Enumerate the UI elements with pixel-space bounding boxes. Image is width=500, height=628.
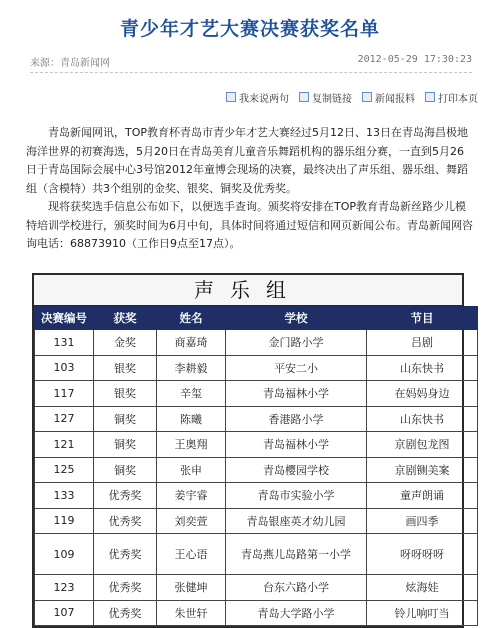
cell-program: 山东快书 bbox=[367, 406, 478, 432]
cell-award: 银奖 bbox=[94, 355, 157, 381]
header-program: 节目 bbox=[367, 307, 478, 330]
cell-number: 107 bbox=[35, 600, 94, 626]
comment-icon bbox=[226, 92, 236, 102]
cell-award: 优秀奖 bbox=[94, 508, 157, 534]
cell-name: 商嘉琦 bbox=[157, 330, 226, 356]
cell-name: 张申 bbox=[157, 457, 226, 483]
copy-link-label: 复制链接 bbox=[312, 93, 352, 105]
cell-program: 在妈妈身边 bbox=[367, 381, 478, 407]
article-paragraph-1: 青岛新闻网讯，TOP教育杯青岛市青少年才艺大赛经过5月12日、13日在青岛海昌极地海洋世界的初赛海选，5月20日在青岛美育儿童音乐舞蹈机构的器乐组分赛，一直到5月26日于青岛国际会展中心3号馆2012年童博会现场的决赛，最终决出了声乐组、器乐组、舞蹈组（含模特）共3个组别的金奖、银奖、铜奖及优秀奖。 bbox=[26, 126, 469, 195]
cell-number: 131 bbox=[35, 330, 94, 356]
cell-program: 呀呀呀呀 bbox=[367, 534, 478, 575]
cell-award: 优秀奖 bbox=[94, 600, 157, 626]
report-icon bbox=[362, 92, 372, 102]
cell-award: 铜奖 bbox=[94, 457, 157, 483]
cell-award: 铜奖 bbox=[94, 432, 157, 458]
cell-number: 117 bbox=[35, 381, 94, 407]
cell-name: 王奥翔 bbox=[157, 432, 226, 458]
table-row bbox=[35, 457, 478, 483]
cell-number: 121 bbox=[35, 432, 94, 458]
article-source: 来源：青岛新闻网 bbox=[30, 58, 110, 69]
cell-program: 山东快书 bbox=[367, 355, 478, 381]
article-body bbox=[26, 124, 474, 254]
cell-school: 台东六路小学 bbox=[226, 575, 367, 601]
comment-button[interactable] bbox=[226, 90, 289, 104]
table-row bbox=[35, 600, 478, 626]
cell-name: 姜宇睿 bbox=[157, 483, 226, 509]
cell-name: 李耕毅 bbox=[157, 355, 226, 381]
cell-program: 京剧铡美案 bbox=[367, 457, 478, 483]
cell-number: 103 bbox=[35, 355, 94, 381]
article-toolbar bbox=[226, 90, 478, 104]
print-label: 打印本页 bbox=[438, 93, 478, 105]
article-title: 青少年才艺大赛决赛获奖名单 bbox=[119, 18, 380, 40]
article-meta bbox=[30, 54, 472, 70]
cell-program: 画四季 bbox=[367, 508, 478, 534]
cell-school: 平安二小 bbox=[226, 355, 367, 381]
cell-school: 青岛燕儿岛路第一小学 bbox=[226, 534, 367, 575]
table-row bbox=[35, 508, 478, 534]
header-name: 姓名 bbox=[157, 307, 226, 330]
copy-link-button[interactable] bbox=[299, 90, 352, 104]
award-table bbox=[32, 273, 464, 628]
cell-program: 童声朗诵 bbox=[367, 483, 478, 509]
cell-award: 铜奖 bbox=[94, 406, 157, 432]
cell-school: 金门路小学 bbox=[226, 330, 367, 356]
cell-name: 王心语 bbox=[157, 534, 226, 575]
table-row bbox=[35, 381, 478, 407]
cell-name: 朱世轩 bbox=[157, 600, 226, 626]
meta-divider bbox=[30, 72, 472, 73]
header-school: 学校 bbox=[226, 307, 367, 330]
cell-award: 优秀奖 bbox=[94, 483, 157, 509]
news-report-button[interactable] bbox=[362, 90, 415, 104]
cell-program: 炫海娃 bbox=[367, 575, 478, 601]
article-paragraph-2: 现将获奖选手信息公布如下，以便选手查询。颁奖将安排在TOP教育青岛新丝路少儿模特培训学校进行，颁奖时间为6月中旬，具体时间将通过短信和网页新闻公布。青岛新闻网咨询电话：68873910（工作日9点至17点）。 bbox=[26, 200, 473, 250]
cell-school: 青岛福林小学 bbox=[226, 432, 367, 458]
comment-label: 我来说两句 bbox=[239, 93, 289, 105]
cell-school: 青岛市实验小学 bbox=[226, 483, 367, 509]
cell-number: 109 bbox=[35, 534, 94, 575]
table-row bbox=[35, 432, 478, 458]
header-number: 决赛编号 bbox=[35, 307, 94, 330]
cell-number: 125 bbox=[35, 457, 94, 483]
print-icon bbox=[425, 92, 435, 102]
cell-name: 张健坤 bbox=[157, 575, 226, 601]
table-row bbox=[35, 330, 478, 356]
table-header-row bbox=[35, 307, 478, 330]
cell-name: 陈曦 bbox=[157, 406, 226, 432]
cell-school: 青岛樱园学校 bbox=[226, 457, 367, 483]
cell-number: 133 bbox=[35, 483, 94, 509]
cell-award: 银奖 bbox=[94, 381, 157, 407]
table-row bbox=[35, 406, 478, 432]
cell-school: 青岛银座英才幼儿园 bbox=[226, 508, 367, 534]
table-row bbox=[35, 355, 478, 381]
cell-number: 123 bbox=[35, 575, 94, 601]
cell-number: 119 bbox=[35, 508, 94, 534]
cell-program: 京剧包龙图 bbox=[367, 432, 478, 458]
table-row bbox=[35, 575, 478, 601]
link-icon bbox=[299, 92, 309, 102]
cell-award: 优秀奖 bbox=[94, 575, 157, 601]
cell-program: 吕剧 bbox=[367, 330, 478, 356]
table-row bbox=[35, 534, 478, 575]
cell-program: 铃儿响叮当 bbox=[367, 600, 478, 626]
cell-award: 金奖 bbox=[94, 330, 157, 356]
news-report-label: 新闻报料 bbox=[375, 93, 415, 105]
cell-number: 127 bbox=[35, 406, 94, 432]
table-row bbox=[35, 483, 478, 509]
cell-school: 香港路小学 bbox=[226, 406, 367, 432]
header-award: 获奖 bbox=[94, 307, 157, 330]
print-button[interactable] bbox=[425, 90, 478, 104]
cell-name: 辛玺 bbox=[157, 381, 226, 407]
cell-school: 青岛大学路小学 bbox=[226, 600, 367, 626]
cell-school: 青岛福林小学 bbox=[226, 381, 367, 407]
article-datetime: 2012-05-29 17:30:23 bbox=[357, 54, 472, 65]
category-title: 声乐组 bbox=[34, 275, 462, 306]
cell-name: 刘奕萱 bbox=[157, 508, 226, 534]
cell-award: 优秀奖 bbox=[94, 534, 157, 575]
